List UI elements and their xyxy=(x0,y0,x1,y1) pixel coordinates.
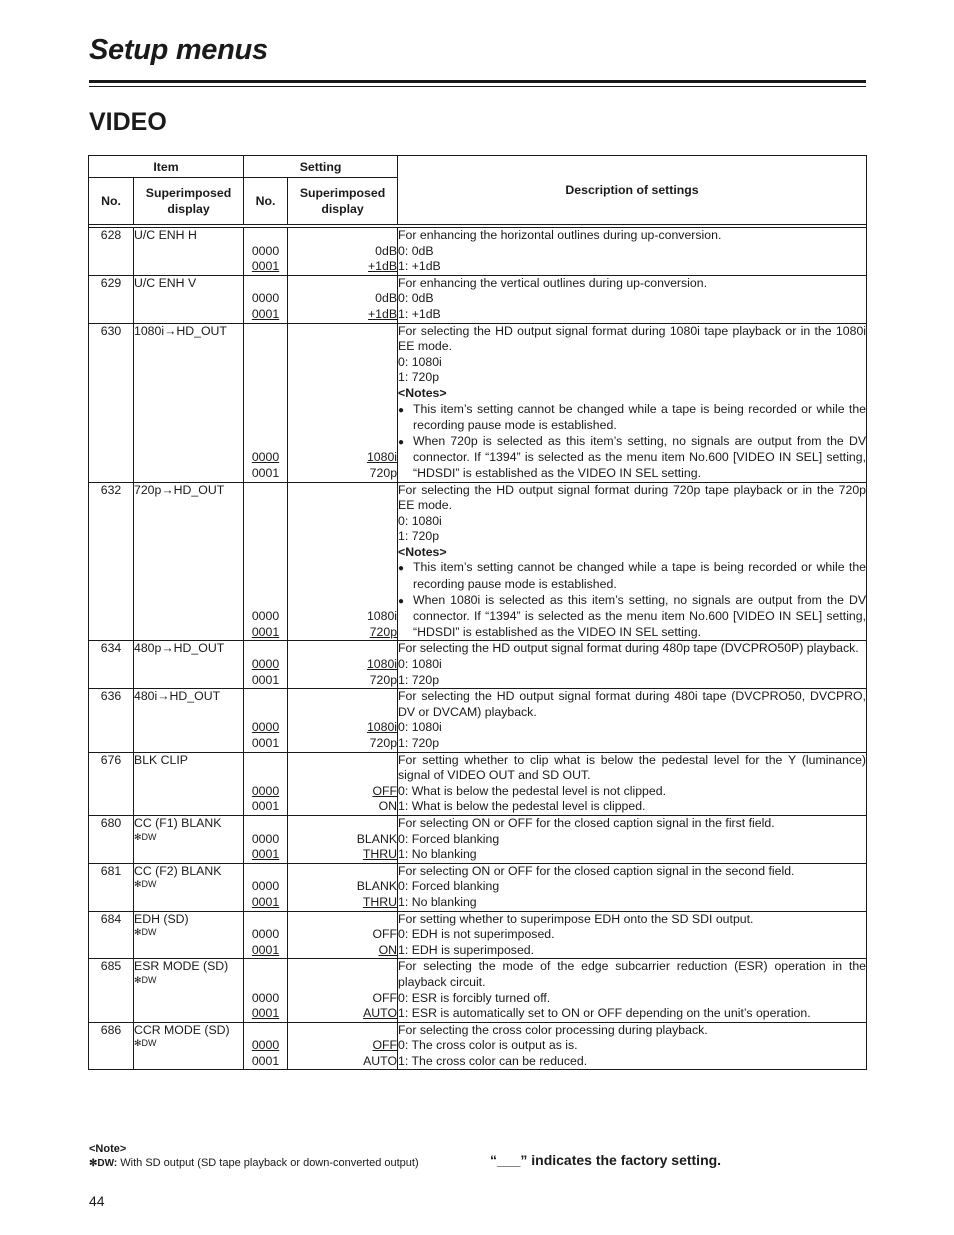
description-line: 0: 0dB xyxy=(398,291,434,306)
footnote-line xyxy=(89,1156,419,1171)
setting-display-text: 1080i xyxy=(366,609,398,624)
setting-displays xyxy=(288,959,398,1022)
item-number: 636 xyxy=(89,689,134,752)
item-label: 720p→HD_OUT xyxy=(134,482,225,497)
description xyxy=(398,641,867,689)
setting-display xyxy=(288,1054,397,1070)
factory-setting-number: 0001 xyxy=(251,847,280,862)
dw-mark: ✻DW xyxy=(134,879,157,890)
table-row xyxy=(89,959,867,1022)
setting-numbers xyxy=(244,323,288,482)
note-text: When 1080i is selected as this item’s setting, no signals are output from the DV connector. If “1394” is selected as the menu item No.600 [VIDEO IN SEL] setting, “HDSDI” is established as the VIDEO IN SEL setting. xyxy=(413,592,867,639)
setting-displays xyxy=(288,1022,398,1070)
factory-setting-number: 0000 xyxy=(251,1038,280,1053)
setting-number xyxy=(244,466,287,482)
footnote-label: <Note> xyxy=(89,1143,127,1155)
setting-numbers xyxy=(244,815,288,863)
description-line: 0: 1080i xyxy=(398,513,442,528)
note-text: This item’s setting cannot be changed while a tape is being recorded or while the recording pause mode is established. xyxy=(413,401,867,433)
item-label: CCR MODE (SD) xyxy=(134,1022,230,1037)
setting-display xyxy=(288,609,397,625)
factory-setting-number: 0000 xyxy=(251,657,280,672)
setting-number xyxy=(244,847,287,863)
description-line: 0: What is below the pedestal level is not clipped. xyxy=(398,783,666,798)
description-line: 1: +1dB xyxy=(398,306,441,321)
setting-number xyxy=(244,244,287,260)
description-line: 1: +1dB xyxy=(398,259,441,274)
description-line: 1: What is below the pedestal level is clipped. xyxy=(398,799,646,814)
setting-number xyxy=(244,736,287,752)
note-item xyxy=(398,593,866,641)
item-display xyxy=(134,482,244,641)
description xyxy=(398,1022,867,1070)
setting-number xyxy=(244,609,287,625)
setting-display-text: BLANK xyxy=(356,831,398,846)
setting-displays xyxy=(288,323,398,482)
setting-display xyxy=(288,720,397,736)
table-row xyxy=(89,482,867,641)
setting-number-text: 0000 xyxy=(251,291,280,306)
note-item xyxy=(398,434,866,482)
note-item xyxy=(398,402,866,434)
header-item: Item xyxy=(89,156,244,178)
item-display xyxy=(134,959,244,1022)
description-line: 1: No blanking xyxy=(398,894,477,909)
description-line: 0: Forced blanking xyxy=(398,879,500,894)
description-line: 1: 720p xyxy=(398,370,440,385)
table-row xyxy=(89,641,867,689)
description-line: 0: 0dB xyxy=(398,243,434,258)
description-line: For selecting the HD output signal format during 480p tape (DVCPRO50P) playback. xyxy=(398,641,859,656)
factory-setting-number: 0001 xyxy=(251,259,280,274)
item-label: U/C ENH V xyxy=(134,275,197,290)
table-row xyxy=(89,863,867,911)
note-text: When 720p is selected as this item’s setting, no signals are output from the DV connector. If “1394” is selected as the menu item No.600 [VIDEO IN SEL] setting, “HDSDI” is established as the VIDEO IN SEL setting. xyxy=(413,433,867,480)
item-display xyxy=(134,863,244,911)
setting-numbers xyxy=(244,1022,288,1070)
item-label: U/C ENH H xyxy=(134,228,197,242)
setting-number xyxy=(244,450,287,466)
setting-number-text: 0000 xyxy=(251,927,280,942)
setting-display xyxy=(288,879,397,895)
description-line: 0: EDH is not superimposed. xyxy=(398,927,555,942)
factory-setting-display: 1080i xyxy=(366,450,398,465)
setting-displays xyxy=(288,911,398,959)
factory-setting-display: +1dB xyxy=(367,259,398,274)
item-display xyxy=(134,815,244,863)
description-line: For selecting the HD output signal format during 720p tape playback or in the 720p EE mode. xyxy=(398,482,867,513)
table-row xyxy=(89,275,867,323)
setting-display xyxy=(288,673,397,689)
description-line: 0: Forced blanking xyxy=(398,831,500,846)
notes-label: <Notes> xyxy=(398,544,447,559)
factory-setting-display: 1080i xyxy=(366,720,398,735)
header-description: Description of settings xyxy=(398,156,867,225)
dw-mark: ✻DW: xyxy=(89,1158,118,1169)
dw-mark: ✻DW xyxy=(134,927,157,938)
setting-display xyxy=(288,895,397,911)
item-number: 686 xyxy=(89,1022,134,1070)
setting-display xyxy=(288,657,397,673)
setting-display xyxy=(288,259,397,275)
description-line: 0: The cross color is output as is. xyxy=(398,1038,578,1053)
setting-number xyxy=(244,1006,287,1022)
setting-display-text: AUTO xyxy=(363,1053,398,1068)
setting-display xyxy=(288,466,397,482)
table-row xyxy=(89,323,867,482)
setting-display-text: 720p xyxy=(369,672,398,687)
item-display xyxy=(134,641,244,689)
table-row xyxy=(89,911,867,959)
dw-mark: ✻DW xyxy=(134,1038,157,1049)
item-number: 685 xyxy=(89,959,134,1022)
item-number: 630 xyxy=(89,323,134,482)
header-setting-display: Superimposed display xyxy=(288,178,398,225)
setting-number-text: 0000 xyxy=(251,879,280,894)
description-line: For selecting the HD output signal format during 1080i tape playback or in the 1080i EE mode. xyxy=(398,323,867,354)
footnote-text: With SD output (SD tape playback or down-converted output) xyxy=(120,1157,419,1169)
description xyxy=(398,689,867,752)
bullet-icon: ● xyxy=(398,436,405,448)
header-setting-no: No. xyxy=(244,178,288,225)
table-row xyxy=(89,689,867,752)
bullet-icon: ● xyxy=(398,563,405,575)
factory-setting-number: 0001 xyxy=(251,894,280,909)
setting-number-text: 0000 xyxy=(251,243,280,258)
description-line: 1: No blanking xyxy=(398,847,477,862)
factory-setting-display: THRU xyxy=(362,894,398,909)
setting-number xyxy=(244,259,287,275)
page-title: Setup menus xyxy=(89,34,268,66)
description-line: 0: 1080i xyxy=(398,720,442,735)
setting-display xyxy=(288,736,397,752)
description-line: For selecting the HD output signal format during 480i tape (DVCPRO50, DVCPRO, DV or DVCAM) playback. xyxy=(398,689,867,719)
section-title: VIDEO xyxy=(89,108,167,136)
item-label: 480i→HD_OUT xyxy=(134,689,221,704)
description xyxy=(398,752,867,815)
item-display xyxy=(134,275,244,323)
description-line: For selecting ON or OFF for the closed caption signal in the first field. xyxy=(398,815,775,830)
setting-display-text: BLANK xyxy=(356,879,398,894)
factory-setting-number: 0000 xyxy=(251,783,280,798)
factory-setting-display: AUTO xyxy=(363,1006,398,1021)
setting-number xyxy=(244,799,287,815)
factory-setting-display: 1080i xyxy=(366,657,398,672)
description-line: For enhancing the horizontal outlines during up-conversion. xyxy=(398,228,722,242)
item-number: 681 xyxy=(89,863,134,911)
description-line: 0: 1080i xyxy=(398,354,442,369)
table-row xyxy=(89,815,867,863)
description xyxy=(398,863,867,911)
setting-display xyxy=(288,927,397,943)
page-number: 44 xyxy=(89,1193,105,1209)
setting-displays xyxy=(288,752,398,815)
header-item-display: Superimposed display xyxy=(134,178,244,225)
setting-numbers xyxy=(244,275,288,323)
setting-displays xyxy=(288,641,398,689)
setting-display xyxy=(288,625,397,641)
item-display xyxy=(134,752,244,815)
description-line: For setting whether to clip what is below the pedestal level for the Y (luminance) signal of VIDEO OUT and SD OUT. xyxy=(398,752,867,783)
setting-number xyxy=(244,943,287,959)
setting-display-text: OFF xyxy=(372,927,398,942)
item-number: 676 xyxy=(89,752,134,815)
item-number: 634 xyxy=(89,641,134,689)
header-setting: Setting xyxy=(244,156,398,178)
description-line: 1: 720p xyxy=(398,736,440,750)
setting-number xyxy=(244,720,287,736)
setting-display xyxy=(288,307,397,323)
description-line: For selecting the cross color processing during playback. xyxy=(398,1022,708,1037)
item-display xyxy=(134,228,244,276)
factory-setting-display: OFF xyxy=(372,1038,398,1053)
setting-display-text: OFF xyxy=(372,990,398,1005)
factory-setting-number: 0001 xyxy=(251,1006,280,1021)
setting-number xyxy=(244,832,287,848)
description-line: For enhancing the vertical outlines during up-conversion. xyxy=(398,275,707,290)
item-number: 629 xyxy=(89,275,134,323)
item-display xyxy=(134,323,244,482)
factory-setting-display: ON xyxy=(378,942,398,957)
factory-setting-display: THRU xyxy=(362,847,398,862)
setting-number xyxy=(244,927,287,943)
setting-display xyxy=(288,244,397,260)
setting-number xyxy=(244,307,287,323)
description xyxy=(398,815,867,863)
description xyxy=(398,911,867,959)
item-number: 680 xyxy=(89,815,134,863)
title-rule-thin xyxy=(89,86,866,87)
setting-number-text: 0001 xyxy=(251,799,280,814)
bullet-icon: ● xyxy=(398,404,405,416)
setting-number-text: 0001 xyxy=(251,736,280,750)
dw-mark: ✻DW xyxy=(134,974,157,985)
setting-displays xyxy=(288,863,398,911)
setting-numbers xyxy=(244,482,288,641)
description-line: 0: 1080i xyxy=(398,657,442,672)
setting-display xyxy=(288,1006,397,1022)
setting-number xyxy=(244,1038,287,1054)
description-line: For selecting ON or OFF for the closed caption signal in the second field. xyxy=(398,863,795,878)
factory-setting-number: 0001 xyxy=(251,624,280,639)
setting-display-text: 720p xyxy=(369,465,398,480)
notes-label: <Notes> xyxy=(398,385,447,400)
description-line: 1: ESR is automatically set to ON or OFF depending on the unit’s operation. xyxy=(398,1006,811,1021)
setting-display-text: 0dB xyxy=(375,243,398,258)
description-line: For setting whether to superimpose EDH onto the SD SDI output. xyxy=(398,911,754,926)
description-line: For selecting the mode of the edge subcarrier reduction (ESR) operation in the playback circuit. xyxy=(398,959,867,989)
setting-number xyxy=(244,673,287,689)
table-row xyxy=(89,1022,867,1070)
item-label: CC (F2) BLANK xyxy=(134,863,222,878)
item-display xyxy=(134,1022,244,1070)
factory-setting-number: 0001 xyxy=(251,306,280,321)
factory-setting-display: 720p xyxy=(369,624,398,639)
setting-number xyxy=(244,879,287,895)
setting-number xyxy=(244,1054,287,1070)
item-display xyxy=(134,911,244,959)
description xyxy=(398,275,867,323)
item-label: BLK CLIP xyxy=(134,752,188,767)
settings-table xyxy=(88,155,867,1070)
item-number: 628 xyxy=(89,228,134,276)
setting-displays xyxy=(288,228,398,276)
item-display xyxy=(134,689,244,752)
setting-number xyxy=(244,657,287,673)
setting-display-text: 0dB xyxy=(375,291,398,306)
title-rule-thick xyxy=(89,80,866,83)
factory-setting-number: 0000 xyxy=(251,450,280,465)
setting-displays xyxy=(288,815,398,863)
description-line: 1: 720p xyxy=(398,672,440,687)
setting-number xyxy=(244,784,287,800)
setting-numbers xyxy=(244,911,288,959)
setting-number xyxy=(244,895,287,911)
table-row xyxy=(89,228,867,276)
setting-numbers xyxy=(244,752,288,815)
setting-display xyxy=(288,799,397,815)
description-line: 1: 720p xyxy=(398,529,440,544)
item-label: 1080i→HD_OUT xyxy=(134,323,227,338)
dw-mark: ✻DW xyxy=(134,831,157,842)
setting-number-text: 0001 xyxy=(251,465,280,480)
settings-rows xyxy=(89,228,867,1070)
setting-number-text: 0000 xyxy=(251,831,280,846)
setting-display xyxy=(288,450,397,466)
factory-setting-number: 0001 xyxy=(251,942,280,957)
setting-number-text: 0001 xyxy=(251,1053,280,1068)
setting-number-text: 0000 xyxy=(251,990,280,1005)
setting-displays xyxy=(288,689,398,752)
setting-numbers xyxy=(244,641,288,689)
factory-setting-display: +1dB xyxy=(367,306,398,321)
factory-setting-display: OFF xyxy=(372,783,398,798)
note-item xyxy=(398,560,866,592)
setting-number-text: 0001 xyxy=(251,672,280,687)
setting-number xyxy=(244,625,287,641)
setting-display-text: 720p xyxy=(369,736,398,750)
bullet-icon: ● xyxy=(398,595,405,607)
description-line: 1: The cross color can be reduced. xyxy=(398,1053,588,1068)
footnote xyxy=(89,1142,419,1171)
setting-number xyxy=(244,991,287,1007)
setting-display xyxy=(288,1038,397,1054)
description xyxy=(398,323,867,482)
setting-numbers xyxy=(244,228,288,276)
setting-numbers xyxy=(244,959,288,1022)
description xyxy=(398,228,867,276)
setting-display xyxy=(288,991,397,1007)
header-item-no: No. xyxy=(89,178,134,225)
description-line: 1: EDH is superimposed. xyxy=(398,942,535,957)
setting-display xyxy=(288,291,397,307)
description xyxy=(398,959,867,1022)
setting-display xyxy=(288,847,397,863)
note-text: This item’s setting cannot be changed while a tape is being recorded or while the recording pause mode is established. xyxy=(413,560,867,592)
item-number: 684 xyxy=(89,911,134,959)
setting-displays xyxy=(288,275,398,323)
setting-display xyxy=(288,832,397,848)
setting-display-text: ON xyxy=(378,799,398,814)
factory-setting-note: “___” indicates the factory setting. xyxy=(490,1152,722,1168)
table-row xyxy=(89,752,867,815)
setting-numbers xyxy=(244,863,288,911)
item-label: ESR MODE (SD) xyxy=(134,959,229,974)
setting-display xyxy=(288,943,397,959)
setting-numbers xyxy=(244,689,288,752)
item-label: EDH (SD) xyxy=(134,911,189,926)
item-label: 480p→HD_OUT xyxy=(134,641,225,656)
description-line: 0: ESR is forcibly turned off. xyxy=(398,990,551,1005)
setting-number-text: 0000 xyxy=(251,609,280,624)
item-number: 632 xyxy=(89,482,134,641)
setting-displays xyxy=(288,482,398,641)
setting-number xyxy=(244,291,287,307)
setting-display xyxy=(288,784,397,800)
factory-setting-number: 0000 xyxy=(251,720,280,735)
item-label: CC (F1) BLANK xyxy=(134,815,222,830)
description xyxy=(398,482,867,641)
